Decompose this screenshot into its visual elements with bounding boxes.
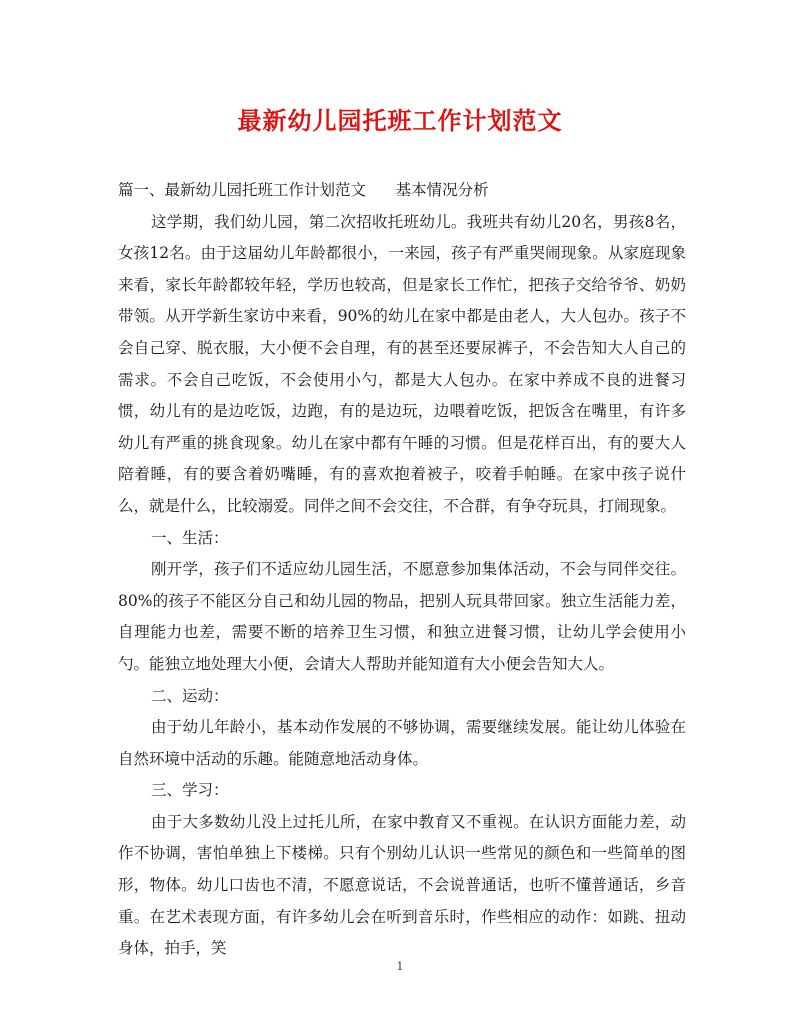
paragraph-exercise: 由于幼儿年龄小，基本动作发展的不够协调，需要继续发展。能让幼儿体验在自然环境中活动的乐趣。能随意地活动身体。 [118,718,686,768]
subheading-learning: 三、学习： [151,781,229,800]
page-number: 1 [396,960,404,973]
section-heading: 篇一、最新幼儿园托班工作计划范文 基本情况分析 [118,181,489,199]
document-body [118,175,686,965]
paragraph-life: 刚开学，孩子们不适应幼儿园生活，不愿意参加集体活动，不会与同伴交往。80%的孩子不能区分自己和幼儿园的物品，把别人玩具带回家。独立生活能力差，自理能力也差，需要不断的培养卫生习惯，和独立进餐习惯，让幼儿学会使用小勺。能独立地处理大小便，会请大人帮助并能知道有大小便会告知大人。 [118,560,686,673]
document-title: 最新幼儿园托班工作计划范文 [237,106,563,135]
subheading-exercise: 二、运动： [151,686,229,705]
paragraph-situation-analysis: 这学期，我们幼儿园，第二次招收托班幼儿。我班共有幼儿20名，男孩8名，女孩12名。由于这届幼儿年龄都很小，一来园，孩子有严重哭闹现象。从家庭现象来看，家长年龄都较年轻，学历也较高，但是家长工作忙，把孩子交给爷爷、奶奶带领。从开学新生家访中来看，90%的幼儿在家中都是由老人，大人包办。孩子不会自己穿、脱衣服，大小便不会自理，有的甚至还要尿裤子，不会告知大人自己的需求。不会自己吃饭，不会使用小勺，都是大人包办。在家中养成不良的进餐习惯，幼儿有的是边吃饭，边跑，有的是边玩，边喂着吃饭，把饭含在嘴里，有许多幼儿有严重的挑食现象。幼儿在家中都有午睡的习惯。但是花样百出，有的要大人陪着睡，有的要含着奶嘴睡，有的喜欢抱着被子，咬着手帕睡。在家中孩子说什么，就是什么，比较溺爱。同伴之间不会交往，不合群，有争夺玩具，打闹现象。 [118,212,686,515]
paragraph-learning: 由于大多数幼儿没上过托儿所，在家中教育又不重视。在认识方面能力差，动作不协调，害怕单独上下楼梯。只有个别幼儿认识一些常见的颜色和一些简单的图形，物体。幼儿口齿也不清，不愿意说话，不会说普通话，也听不懂普通话，乡音重。在艺术表现方面，有许多幼儿会在听到音乐时，作些相应的动作：如跳、扭动身体，拍手，笑 [118,812,686,958]
subheading-life: 一、生活： [151,528,229,547]
